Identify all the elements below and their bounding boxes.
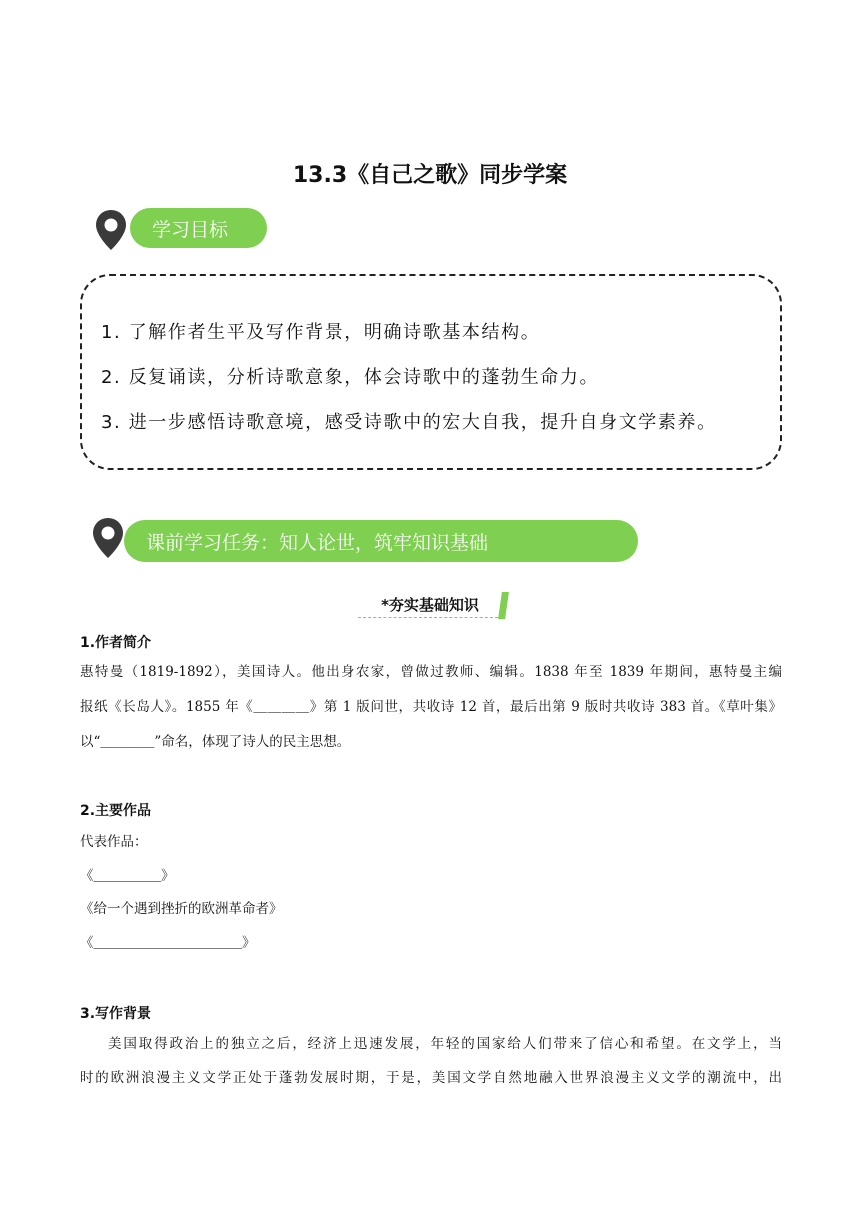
works-item: 《给一个遇到挫折的欧洲革命者》: [80, 901, 283, 917]
works-heading: 2.主要作品: [80, 803, 152, 819]
background-text-line: 美国取得政治上的独立之后，经济上迅速发展，年轻的国家给人们带来了信心和希望。在文学上，当: [108, 1036, 782, 1052]
background-text-line: 时的欧洲浪漫主义文学正处于蓬勃发展时期，于是，美国文学自然地融入世界浪漫主义文学的潮流中，出: [80, 1070, 782, 1086]
page-title: 13.3《自己之歌》同步学案: [292, 163, 568, 188]
goal-item: 1. 了解作者生平及写作背景，明确诗歌基本结构。: [101, 322, 541, 343]
author-text-line: 惠特曼（1819-1892），美国诗人。他出身农家，曾做过教师、编辑。1838 年至 1839 年期间，惠特曼主编: [80, 664, 782, 680]
subheading: *夯实基础知识: [381, 596, 479, 614]
task-section-label: 课前学习任务：知人论世，筑牢知识基础: [124, 520, 638, 562]
works-item: 《＿＿＿＿＿＿＿＿＿＿＿》: [80, 935, 256, 951]
goal-item: 2. 反复诵读，分析诗歌意象，体会诗歌中的蓬勃生命力。: [101, 367, 600, 388]
location-pin-icon: [94, 209, 128, 251]
subheading-underline: [358, 617, 498, 618]
works-item: 《＿＿＿＿＿》: [80, 868, 175, 884]
author-text-line: 以“＿＿＿＿”命名，体现了诗人的民主思想。: [80, 734, 351, 750]
works-intro: 代表作品：: [80, 834, 148, 850]
goal-item: 3. 进一步感悟诗歌意境，感受诗歌中的宏大自我，提升自身文学素养。: [101, 412, 717, 433]
goals-section-label: 学习目标: [130, 208, 267, 248]
background-heading: 3.写作背景: [80, 1006, 152, 1022]
author-text-line: 报纸《长岛人》。1855 年《＿＿＿＿》第 1 版问世，共收诗 12 首，最后出第 9 版时共收诗 383 首。《草叶集》: [80, 699, 782, 715]
location-pin-icon: [91, 517, 125, 559]
author-heading: 1.作者简介: [80, 635, 152, 651]
